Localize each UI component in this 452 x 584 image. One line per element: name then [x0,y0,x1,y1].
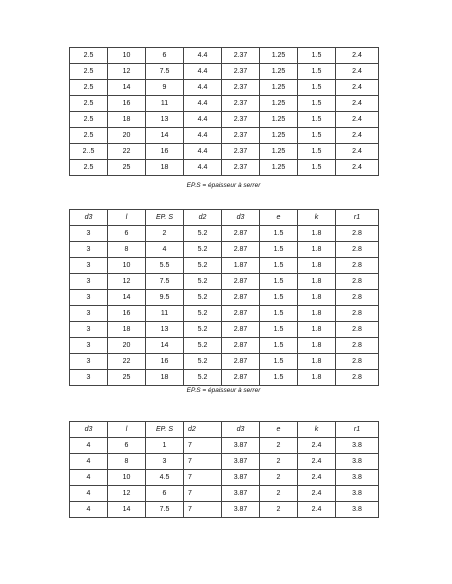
table-cell: 1.25 [260,96,298,112]
table-cell: 20 [108,338,146,354]
column-header: e [260,422,298,438]
table-3 [69,421,379,518]
table-1 [69,47,379,176]
table-cell: 1.8 [298,322,336,338]
table-cell: 3 [70,370,108,386]
table-cell: 2.4 [336,96,379,112]
table-row [70,290,379,306]
table-cell: 4.4 [184,96,222,112]
table-2 [69,209,379,386]
table-cell: 14 [146,128,184,144]
table-cell: 1.8 [298,306,336,322]
table-cell: 1.8 [298,242,336,258]
table-cell: 3.8 [336,438,379,454]
column-header: r1 [336,422,379,438]
table-row [70,242,379,258]
table-cell: 1.25 [260,160,298,176]
table-cell: 3.8 [336,486,379,502]
table-cell: 18 [146,160,184,176]
table-cell: 1.25 [260,128,298,144]
table-cell: 4.4 [184,144,222,160]
table-cell: 2.87 [222,274,260,290]
table-cell: 5.2 [184,338,222,354]
table-cell: 1.8 [298,226,336,242]
table-cell: 2 [260,486,298,502]
column-header: d2 [184,210,222,226]
table-cell: 1.5 [260,290,298,306]
table-cell: 22 [108,144,146,160]
table-cell: 16 [146,354,184,370]
table-row [70,370,379,386]
table-cell: 2.37 [222,48,260,64]
table-cell: 14 [146,338,184,354]
table-cell: 2.87 [222,242,260,258]
table-row [70,64,379,80]
table-cell: 2 [146,226,184,242]
table-cell: 4.4 [184,80,222,96]
table-cell: 2..5 [70,144,108,160]
table-cell: 2.4 [298,454,336,470]
table-cell: 2.87 [222,306,260,322]
column-header: d2 [184,422,222,438]
table-cell: 2.87 [222,338,260,354]
table-cell: 18 [108,322,146,338]
table-cell: 5.2 [184,242,222,258]
table-cell: 1.25 [260,48,298,64]
table-cell: 4 [70,470,108,486]
table-cell: 2.37 [222,80,260,96]
table-cell: 11 [146,96,184,112]
table-1-caption: EP.S = épaisseur à serrer [186,182,261,189]
table-cell: 7.5 [146,502,184,518]
column-header: r1 [336,210,379,226]
column-header: k [298,422,336,438]
table-cell: 1.5 [298,80,336,96]
table-cell: 7.5 [146,64,184,80]
table-cell: 3.87 [222,454,260,470]
table-cell: 2 [260,470,298,486]
table-cell: 16 [108,96,146,112]
table-cell: 4 [70,454,108,470]
table-cell: 2.8 [336,274,379,290]
table-cell: 2.4 [336,112,379,128]
table-cell: 2.5 [70,128,108,144]
table-cell: 1.5 [260,306,298,322]
table-cell: 3 [70,354,108,370]
table-cell: 6 [108,438,146,454]
table-cell: 2.5 [70,96,108,112]
table-cell: 3.8 [336,470,379,486]
table-cell: 9.5 [146,290,184,306]
table-2-header-row [70,210,379,226]
table-row [70,454,379,470]
table-cell: 9 [146,80,184,96]
table-row [70,274,379,290]
table-cell: 16 [146,144,184,160]
table-cell: 1.5 [260,354,298,370]
column-header: d3 [70,210,108,226]
table-cell: 7 [184,438,222,454]
column-header: d3 [70,422,108,438]
table-cell: 3 [70,322,108,338]
table-cell: 2.4 [336,64,379,80]
table-cell: 7 [184,486,222,502]
table-row [70,112,379,128]
column-header: l [108,422,146,438]
table-cell: 2.37 [222,96,260,112]
table-cell: 6 [108,226,146,242]
table-row [70,306,379,322]
table-cell: 1.5 [298,112,336,128]
table-cell: 2.4 [336,144,379,160]
table-cell: 2.37 [222,128,260,144]
table-row [70,48,379,64]
table-2-body [70,226,379,386]
table-cell: 2.8 [336,290,379,306]
table-cell: 2.37 [222,160,260,176]
table-cell: 4.4 [184,64,222,80]
table-cell: 8 [108,454,146,470]
table-row [70,438,379,454]
table-cell: 2.4 [336,48,379,64]
table-cell: 13 [146,322,184,338]
table-3-body [70,438,379,518]
table-cell: 3.87 [222,470,260,486]
table-cell: 22 [108,354,146,370]
table-row [70,258,379,274]
table-cell: 2.8 [336,338,379,354]
table-cell: 20 [108,128,146,144]
table-cell: 1.5 [260,258,298,274]
table-cell: 14 [108,502,146,518]
table-cell: 5.2 [184,290,222,306]
table-cell: 1 [146,438,184,454]
table-cell: 3.87 [222,486,260,502]
table-3-header-row [70,422,379,438]
table-cell: 1.87 [222,258,260,274]
table-cell: 3 [146,454,184,470]
table-row [70,502,379,518]
table-row [70,80,379,96]
table-row [70,226,379,242]
table-cell: 6 [146,486,184,502]
table-cell: 2.4 [298,438,336,454]
table-cell: 5.2 [184,274,222,290]
table-cell: 1.8 [298,290,336,306]
table-cell: 12 [108,64,146,80]
table-cell: 3 [70,274,108,290]
table-cell: 5.2 [184,306,222,322]
table-cell: 2.8 [336,258,379,274]
table-cell: 1.8 [298,354,336,370]
table-cell: 1.25 [260,80,298,96]
table-cell: 4.4 [184,160,222,176]
table-cell: 1.5 [260,338,298,354]
table-cell: 2.5 [70,80,108,96]
table-cell: 1.5 [260,370,298,386]
table-cell: 2.5 [70,48,108,64]
table-cell: 1.5 [260,274,298,290]
table-cell: 2 [260,454,298,470]
table-cell: 7.5 [146,274,184,290]
table-cell: 2.4 [298,470,336,486]
table-cell: 10 [108,470,146,486]
table-cell: 1.25 [260,112,298,128]
column-header: d3 [222,210,260,226]
column-header: e [260,210,298,226]
table-cell: 14 [108,80,146,96]
table-cell: 11 [146,306,184,322]
table-cell: 1.25 [260,144,298,160]
table-cell: 10 [108,48,146,64]
table-cell: 1.5 [298,160,336,176]
table-cell: 5.2 [184,370,222,386]
table-cell: 18 [108,112,146,128]
table-row [70,470,379,486]
table-cell: 2.8 [336,322,379,338]
table-cell: 16 [108,306,146,322]
table-cell: 1.8 [298,274,336,290]
table-cell: 4.4 [184,48,222,64]
table-cell: 1.5 [260,322,298,338]
table-cell: 5.2 [184,226,222,242]
table-row [70,160,379,176]
table-cell: 2.37 [222,144,260,160]
table-cell: 7 [184,454,222,470]
table-cell: 2.8 [336,370,379,386]
table-cell: 2.8 [336,242,379,258]
table-cell: 14 [108,290,146,306]
table-cell: 1.5 [260,226,298,242]
table-cell: 2 [260,502,298,518]
table-cell: 2.8 [336,306,379,322]
table-cell: 3.87 [222,502,260,518]
table-cell: 2.37 [222,112,260,128]
table-cell: 2.87 [222,354,260,370]
table-cell: 4.4 [184,128,222,144]
table-cell: 2.87 [222,370,260,386]
table-cell: 4 [70,486,108,502]
column-header: l [108,210,146,226]
table-cell: 5.5 [146,258,184,274]
table-cell: 2.4 [336,128,379,144]
table-cell: 3 [70,258,108,274]
table-cell: 7 [184,502,222,518]
table-cell: 1.5 [298,128,336,144]
table-cell: 3.8 [336,454,379,470]
table-cell: 3 [70,306,108,322]
table-cell: 2.4 [298,502,336,518]
table-cell: 2.4 [336,160,379,176]
table-row [70,322,379,338]
table-row [70,338,379,354]
table-cell: 1.5 [298,48,336,64]
column-header: EP. S [146,210,184,226]
table-cell: 1.5 [260,242,298,258]
table-cell: 1.5 [298,144,336,160]
column-header: k [298,210,336,226]
table-cell: 2.5 [70,64,108,80]
column-header: EP. S [146,422,184,438]
table-cell: 4 [146,242,184,258]
table-row [70,486,379,502]
table-cell: 25 [108,370,146,386]
table-cell: 6 [146,48,184,64]
table-cell: 7 [184,470,222,486]
table-cell: 5.2 [184,258,222,274]
table-row [70,96,379,112]
table-cell: 3 [70,290,108,306]
table-cell: 2.5 [70,112,108,128]
table-cell: 4.4 [184,112,222,128]
table-cell: 1.8 [298,258,336,274]
table-cell: 5.2 [184,354,222,370]
table-cell: 12 [108,274,146,290]
table-cell: 2.4 [336,80,379,96]
table-cell: 4 [70,438,108,454]
table-cell: 2.87 [222,226,260,242]
table-cell: 12 [108,486,146,502]
table-row [70,128,379,144]
table-cell: 5.2 [184,322,222,338]
table-cell: 2.8 [336,354,379,370]
table-row [70,354,379,370]
table-cell: 2.87 [222,290,260,306]
table-cell: 25 [108,160,146,176]
table-cell: 3 [70,242,108,258]
table-cell: 1.8 [298,338,336,354]
table-cell: 3 [70,226,108,242]
table-cell: 18 [146,370,184,386]
table-cell: 2.8 [336,226,379,242]
table-cell: 8 [108,242,146,258]
table-cell: 2.37 [222,64,260,80]
table-cell: 1.8 [298,370,336,386]
table-cell: 3.87 [222,438,260,454]
table-cell: 3 [70,338,108,354]
table-cell: 4.5 [146,470,184,486]
column-header: d3 [222,422,260,438]
table-cell: 4 [70,502,108,518]
table-row [70,144,379,160]
table-cell: 13 [146,112,184,128]
table-2-caption: EP.S = épaisseur à serrer [186,387,261,394]
table-cell: 3.8 [336,502,379,518]
table-cell: 2.4 [298,486,336,502]
table-cell: 1.5 [298,64,336,80]
table-cell: 2 [260,438,298,454]
table-1-body [70,48,379,176]
table-cell: 1.25 [260,64,298,80]
table-cell: 2.87 [222,322,260,338]
table-cell: 10 [108,258,146,274]
table-cell: 1.5 [298,96,336,112]
table-cell: 2.5 [70,160,108,176]
